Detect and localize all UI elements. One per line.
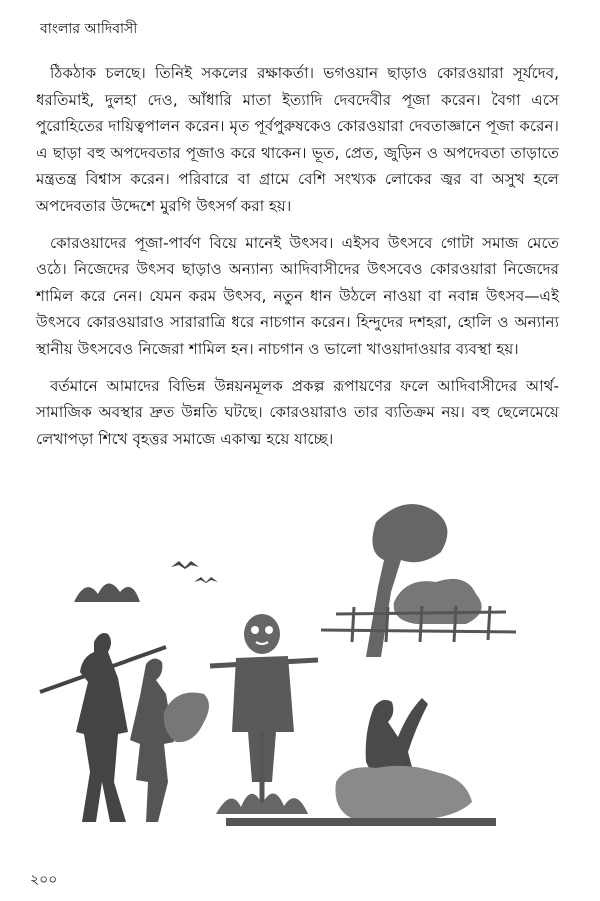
shrub-left bbox=[74, 583, 140, 602]
scarecrow-figure bbox=[210, 614, 318, 812]
woman-figure bbox=[130, 658, 174, 822]
paragraph-3: বর্তমানে আমাদের বিভিন্ন উন্নয়নমূলক প্রকল্প রূপায়ণের ফলে আদিবাসীদের আর্থ-সামাজিক অবস্থার দ্রুত উন্নতি ঘটছে। কোরওয়ারাও তার ব্যতিক্রম নয়। বহু ছেলেমেয়ে লেখাপড়া শিখে বৃহত্তর সমাজে একাত্ম হয়ে যাচ্ছে। bbox=[36, 376, 559, 448]
rock bbox=[335, 766, 472, 820]
village-scene-illustration bbox=[36, 482, 536, 842]
running-head: বাংলার আদিবাসী bbox=[40, 21, 138, 37]
ground bbox=[226, 818, 496, 826]
paragraph-2: কোরওয়াদের পূজা-পার্বণ বিয়ে মানেই উৎসব। এইসব উৎসবে গোটা সমাজ মেতে ওঠে। নিজেদের উৎসব ছাড়াও অন্যান্য আদিবাসীদের উৎসবেও কোরওয়ারা নিজেদের শামিল করে নেন। যেমন করম উৎসব, নতুন ধান উঠলে নাওয়া বা নবান্ন উৎসব—এই উৎসবে কোরওয়ারাও সারারাত্রি ধরে নাচগান করেন। হিন্দুদের দশহরা, হোলি ও অন্যান্য স্থানীয় উৎসবেও নিজেরা শামিল হন। নাচগান ও ভালো খাওয়াদাওয়ার ব্যবস্থা হয়। bbox=[36, 233, 559, 358]
tree bbox=[366, 504, 447, 657]
bird-1 bbox=[171, 561, 199, 569]
page-number: ২০০ bbox=[30, 872, 58, 888]
bush-right bbox=[394, 579, 482, 624]
body-text bbox=[36, 60, 559, 462]
grain-sheaf bbox=[164, 692, 209, 742]
bird-2 bbox=[194, 577, 218, 583]
paragraph-1: ঠিকঠাক চলছে। তিনিই সকলের রক্ষাকর্তা। ভগওয়ান ছাড়াও কোরওয়ারা সূর্যদেব, ধরতিমাই, দুলহা দেও, আঁধারি মাতা ইত্যাদি দেবদেবীর পূজা করেন। বৈগা এসে পুরোহিতের দায়িত্বপালন করেন। মৃত পূর্বপুরুষকেও কোরওয়ারা দেবতাজ্ঞানে পূজা করেন। এ ছাড়া বহু অপদেবতার পূজাও করে থাকেন। ভূত, প্রেত, জুড়িন ও অপদেবতা তাড়াতে মন্ত্রতন্ত্র বিশ্বাস করেন। পরিবারে বা গ্রামে বেশি সংখ্যক লোকের জ্বর বা অসুখ হলে অপদেবতার উদ্দেশে মুরগি উৎসর্গ করা হয়। bbox=[36, 64, 559, 215]
